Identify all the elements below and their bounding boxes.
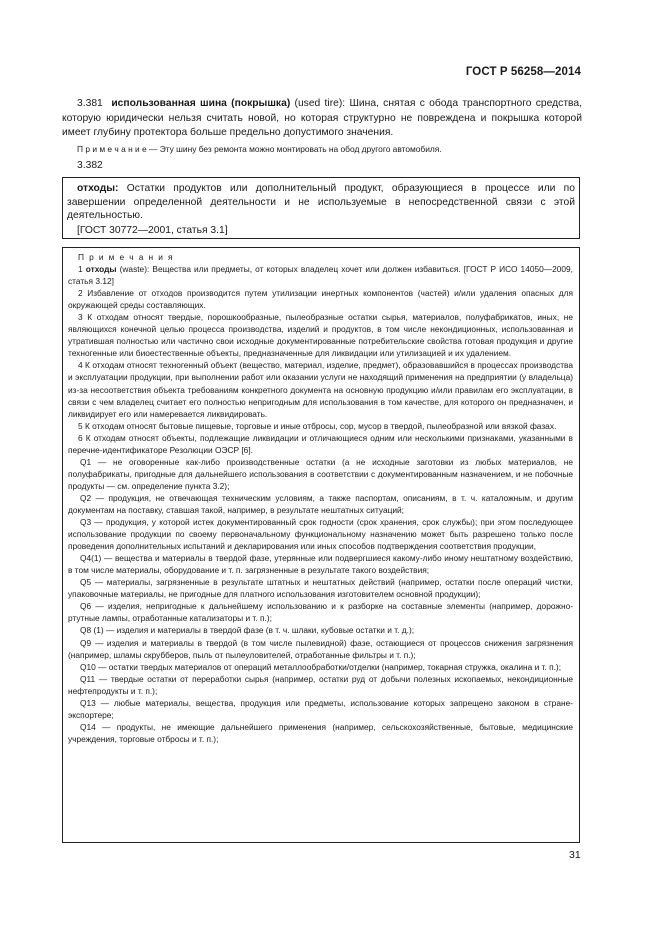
- term-definition: Шина, снятая с обода транспортного средства, которую юридически нельзя считать новой, но которая структурно не повреждена и покрышка которой имеет глубину протектора больше предельно допустимого значения.: [62, 98, 582, 139]
- note-q3: Q3 — продукция, у которой истек документированный срок годности (срок хранения, срок службы); при этом последующее использование продукции по своему первоначальному функциональному назначению может быть разрешено только после проведения дополнительных испытаний и декларирования или иных способов подтверждения соответствия продукции,: [68, 517, 573, 552]
- note-5: 5 К отходам относят бытовые пищевые, торговые и иные отбросы, сор, мусор в твердой, пылеобразной или вязкой фазах.: [78, 420, 557, 431]
- note-4: 4 К отходам относят техногенный объект (вещество, материал, изделие, предмет), образовавшийся в процессах производства и эксплуатации продукции, при выполнении работ или оказании услуги не находящий применения на предприятии (у владельца) из-за несоответствия объекта требованиям конкретного документа на основную продукцию и/или правилам его эксплуатации, в связи с чем владелец считает его полностью непригодным для использования в том качестве, для которого он предназначен, и ликвидирует его или намеревается ликвидировать.: [68, 360, 573, 419]
- note-6: 6 К отходам относят объекты, подлежащие ликвидации и отличающиеся одним или несколькими признаками, указанными в перечне-идентификаторе Резолюции ОЭСР [6].: [68, 432, 573, 455]
- term-number-3-382: 3.382: [77, 160, 103, 171]
- note-q8: Q8 (1) — изделия и материалы в твердой фазе (в т. ч. шлаки, кубовые остатки и т. д.);: [80, 625, 415, 636]
- term-3-381: [62, 97, 582, 141]
- note-3-381: П р и м е ч а н и е — Эту шину без ремонта можно монтировать на обод другого автомобиля.: [77, 144, 442, 154]
- term-name: использованная шина (покрышка): [111, 98, 291, 109]
- term-number: 3.381: [77, 98, 103, 109]
- note-q2: Q2 — продукция, не отвечающая техническим условиям, а также паспортам, описаниям, в т. ч. каталожным, и другим документам на поставку, ставшая такой, например, в результате нештатных ситуаций;: [68, 492, 573, 515]
- note-q1: Q1 — не оговоренные как-либо производственные остатки (а не исходные заготовки из любых материалов, не полуфабрикаты, пригодные для дальнейшего использования в соответствии с документированным назначением, и не побочные продукты — см. определение пункта 3.2);: [68, 456, 573, 491]
- note-q10: Q10 — остатки твердых материалов от операций металлообработки/отделки (например, токарная стружка, окалина и т. п.);: [80, 661, 562, 672]
- note-2: 2 Избавление от отходов производится путем утилизации инертных компонентов (частей) и/или удаления опасных для окружающей среды составляющих.: [68, 288, 573, 311]
- term-reference: [ГОСТ 30772—2001, статья 3.1]: [77, 224, 228, 236]
- notes-box: [62, 247, 580, 843]
- definition-box-waste: [62, 177, 580, 239]
- note-q4: Q4(1) — вещества и материалы в твердой фазе, утерянные или подвергшиеся какому-либо иному нештатному воздействию, в том числе материалы, оборудование и т. п. загрязненные в результате такого воздействия;: [68, 553, 573, 576]
- note-1-term: отходы: [85, 264, 117, 275]
- note-q13: Q13 — любые материалы, вещества, продукция или предметы, использование которых запрещено законом в стране-экспортере;: [68, 697, 573, 720]
- note-q11: Q11 — твердые остатки от переработки сырья (например, остатки руд от добычи полезных ископаемых, некондиционные нефтепродукты и т. п.);: [68, 673, 573, 696]
- page-number: 31: [569, 849, 581, 861]
- notes-title: П р и м е ч а н и я: [78, 252, 174, 262]
- term-english: (used tire):: [294, 98, 346, 109]
- note-1: 1 отходы (waste): Вещества или предметы, от которых владелец хочет или должен избавиться. [ГОСТ Р ИСО 14050—2009, статья 3.12]: [68, 264, 573, 287]
- note-q6: Q6 — изделия, непригодные к дальнейшему использованию и к разборке на составные элементы (например, дорожно-ртутные лампы, отработанные катализаторы и т. п.);: [68, 601, 573, 624]
- term-definition: Остатки продуктов или дополнительный продукт, образующиеся в процессе или по завершении определенной деятельности и не используемые в непосредственной связи с этой деятельностью.: [67, 183, 575, 222]
- note-q5: Q5 — материалы, загрязненные в результате штатных и нештатных действий (например, остатки после операций чистки, упаковочные материалы, не пригодные для платного использования изготовителем основной продукции);: [68, 577, 573, 600]
- note-3: 3 К отходам относят твердые, порошкообразные, пылеобразные остатки сырья, материалов, полуфабрикатов, иных, не являющихся конечной целью процесса производства, изделий и продуктов, в том числе некондиционных, использованная и утратившая полностью или частично свои исходные документированные потребительские свойства готовая продукция и другие техногенные или биоестественные объекты, предназначенные для ликвидации или утилизацией и их удалением.: [68, 312, 573, 359]
- term-name: отходы:: [77, 183, 119, 194]
- note-q14: Q14 — продукты, не имеющие дальнейшего применения (например, сельскохозяйственные, бытовые, медицинские учреждения, торговые отбросы и т. п.);: [68, 721, 573, 744]
- note-q9: Q9 — изделия и материалы в твердой (в том числе пылевидной) фазе, остающиеся от процессов снижения загрязнения (например, шламы скрубберов, пыль от пылеуловителей, отработанные фильтры и т. п.);: [68, 637, 573, 660]
- document-id: ГОСТ Р 56258—2014: [465, 66, 581, 78]
